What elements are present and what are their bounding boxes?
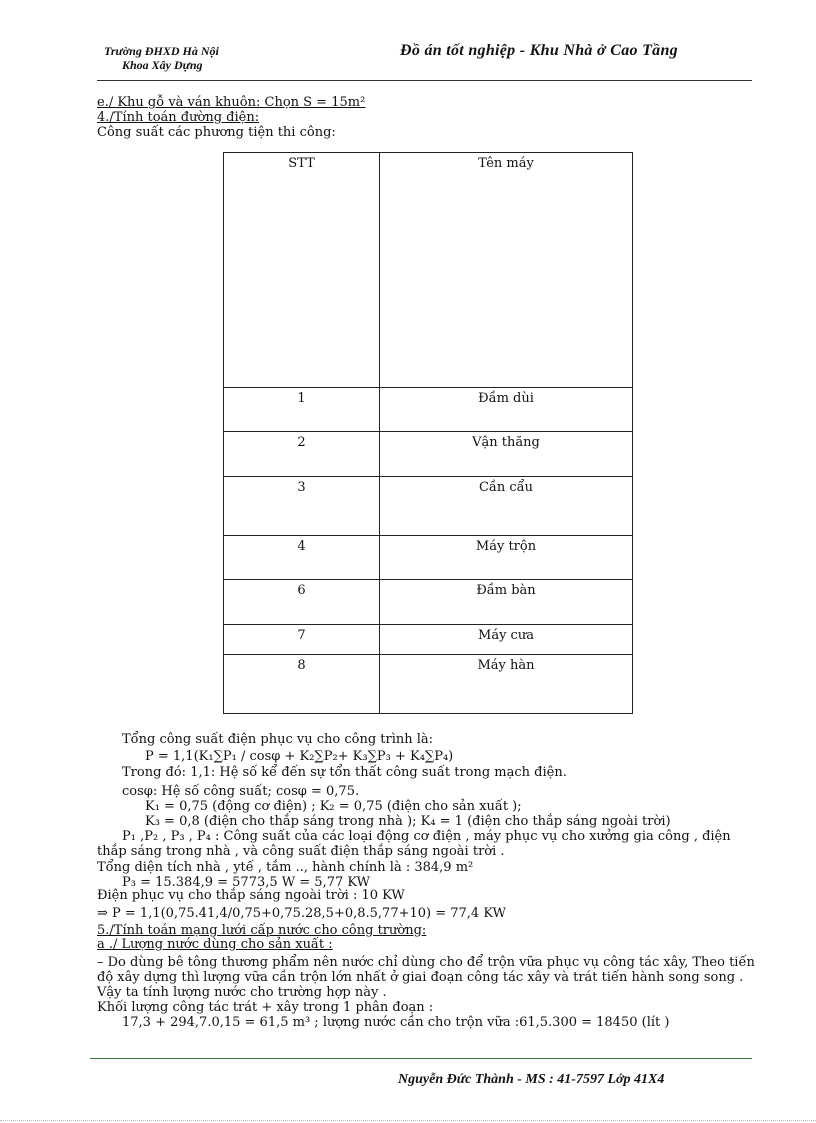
cos-phi-note: cosφ: Hệ số công suất; cosφ = 0,75. xyxy=(122,784,360,799)
header-university: Trường ĐHXD Hà Nội xyxy=(104,44,219,58)
table-row xyxy=(224,432,633,477)
outdoor-lighting: Điện phục vụ cho thắp sáng ngoài trời : 10 KW xyxy=(97,888,405,903)
footer-author: Nguyễn Đức Thành - MS : 41-7597 Lớp 41X4 xyxy=(398,1072,665,1087)
row-stt: 7 xyxy=(224,625,380,655)
row-machine: Máy trộn xyxy=(380,536,633,580)
k1-k2-note: K₁ = 0,75 (động cơ điện) ; K₂ = 0,75 (điện cho sản xuất ); xyxy=(145,799,522,814)
page-bottom-edge xyxy=(0,1120,816,1121)
table-row xyxy=(224,580,633,625)
total-power-result: ⇒ P = 1,1(0,75.41,4/0,75+0,75.28,5+0,8.5,77+10) = 77,4 KW xyxy=(97,906,506,921)
table-row xyxy=(224,655,633,714)
row-stt: 3 xyxy=(224,477,380,536)
section-electric-heading: 4./Tính toán đường điện: xyxy=(97,110,260,125)
coefficient-1-1: Trong đó: 1,1: Hệ số kể đến sự tổn thất công suất trong mạch điện. xyxy=(122,765,567,780)
p3-value: P₃ = 15.384,9 = 5773,5 W = 5,77 KW xyxy=(122,875,370,890)
p-definitions: P₁ ,P₂ , P₃ , P₄ : Công suất của các loại động cơ điện , máy phục vụ cho xưởng gia công , điện thắp sáng trong nhà , và công suất điện thắp sáng ngoài trời . xyxy=(97,829,731,859)
row-stt: 2 xyxy=(224,432,380,477)
water-paragraph: – Do dùng bê tông thương phẩm nên nước chỉ dùng cho để trộn vữa phục vụ công tác xây, Theo tiến độ xây dựng thì lượng vữa cần trộn lớn nhất ở giai đoạn công tác xây và trát tiến hành song song . Vậy ta tính lượng nước cho trường hợp này . xyxy=(97,955,755,1000)
row-machine: Đầm dùi xyxy=(380,388,633,432)
header-project-title: Đồ án tốt nghiệp - Khu Nhà ở Cao Tầng xyxy=(400,42,678,59)
section-water-heading: 5./Tính toán mạng lưới cấp nước cho công trường: xyxy=(97,923,427,938)
k3-k4-note: K₃ = 0,8 (điện cho thắp sáng trong nhà ); K₄ = 1 (điện cho thắp sáng ngoài trời) xyxy=(145,814,671,829)
row-machine: Đầm bàn xyxy=(380,580,633,625)
volume-calculation: 17,3 + 294,7.0,15 = 61,5 m³ ; lượng nước cần cho trộn vữa :61,5.300 = 18450 (lít ) xyxy=(122,1015,670,1030)
header-school xyxy=(104,44,219,72)
row-machine: Vận thăng xyxy=(380,432,633,477)
header-divider xyxy=(97,80,752,81)
section-formwork-area: e./ Khu gỗ và ván khuôn: Chọn S = 15m² xyxy=(97,95,366,110)
row-stt: 1 xyxy=(224,388,380,432)
row-machine: Máy cưa xyxy=(380,625,633,655)
table-row xyxy=(224,388,633,432)
header-faculty: Khoa Xây Dựng xyxy=(122,58,203,72)
table-row xyxy=(224,625,633,655)
header-machine-name: Tên máy xyxy=(380,153,633,388)
total-area: Tổng diện tích nhà , ytế , tắm .., hành chính là : 384,9 m² xyxy=(97,860,474,875)
table-header-row xyxy=(224,153,633,388)
table-row xyxy=(224,536,633,580)
equipment-power-intro: Công suất các phương tiện thi công: xyxy=(97,125,336,140)
total-power-intro: Tổng công suất điện phục vụ cho công trình là: xyxy=(122,732,434,747)
row-stt: 6 xyxy=(224,580,380,625)
row-machine: Máy hàn xyxy=(380,655,633,714)
volume-heading: Khối lượng công tác trát + xây trong 1 phân đoạn : xyxy=(97,1000,434,1015)
subsection-production-water: a ./ Lượng nước dùng cho sản xuất : xyxy=(97,937,333,952)
table-row xyxy=(224,477,633,536)
row-stt: 4 xyxy=(224,536,380,580)
row-stt: 8 xyxy=(224,655,380,714)
row-machine: Cần cẩu xyxy=(380,477,633,536)
footer-divider xyxy=(90,1058,752,1059)
header-stt: STT xyxy=(224,153,380,388)
power-formula: P = 1,1(K₁∑P₁ / cosφ + K₂∑P₂+ K₃∑P₃ + K₄∑P₄) xyxy=(145,749,454,764)
equipment-table xyxy=(223,152,633,714)
